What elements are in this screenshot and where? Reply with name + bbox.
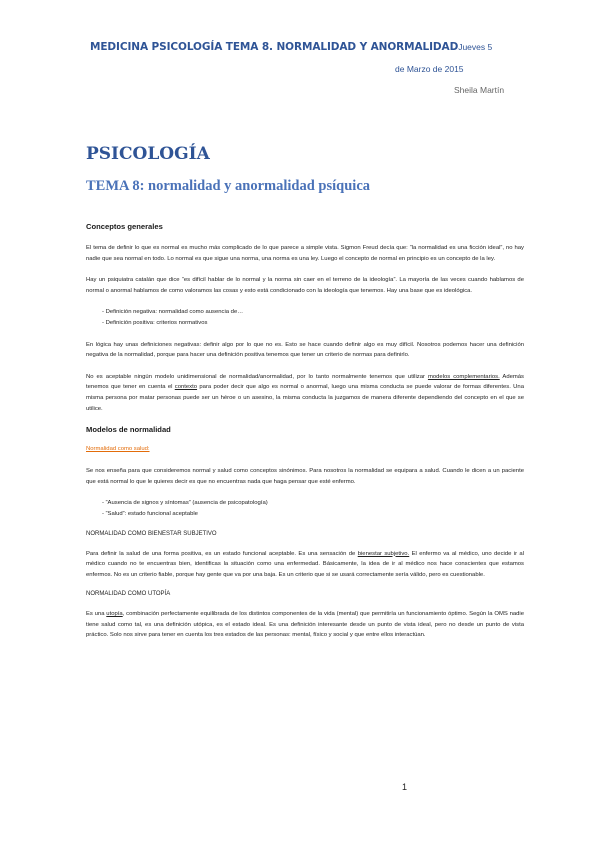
paragraph: Se nos enseña para que consideremos normal y salud como conceptos sinónimos. Para nosotros la normalidad se equipara a salud. Cuando le dicen a un paciente que está normal lo que le quieres decir es que no encuentras nada que haga pensar que esté enfermo. — [86, 468, 524, 485]
list-item: - “Salud”: estado funcional aceptable — [102, 510, 198, 517]
page-number: 1 — [402, 782, 408, 792]
section-heading-modelos: Modelos de normalidad — [86, 425, 171, 435]
document-body — [86, 222, 524, 652]
section-heading-conceptos: Conceptos generales — [86, 222, 163, 231]
header-date: Jueves 5 — [458, 42, 493, 52]
underlined-term: contexto — [174, 384, 198, 391]
underlined-term: modelos complementarios. — [427, 373, 500, 380]
header-title: MEDICINA PSICOLOGÍA TEMA 8. NORMALIDAD Y ANORMALIDAD — [90, 41, 459, 53]
subheading-utopia: NORMALIDAD COMO UTOPÍA — [86, 591, 171, 598]
underlined-term: bienestar subjetivo. — [357, 550, 410, 557]
text-run: El enfermo va al médico, uno decide ir al médico cuando no te encuentras bien, identificas la situación como una enfermedad. Básicamente, la idea de ir al médico nos hace conscientes que estamos enfermos. No es un criterio fiable, porque hay gente que va por una baja. Es un criterio que si se usará correctamente sería válido, pero es cuestionable. — [86, 550, 524, 578]
paragraph — [86, 549, 524, 581]
salud-list — [86, 498, 524, 519]
document-subtitle: TEMA 8: normalidad y anormalidad psíquica — [86, 178, 371, 194]
subheading-bienestar: NORMALIDAD COMO BIENESTAR SUBJETIVO — [86, 530, 217, 537]
paragraph — [86, 609, 524, 641]
list-item: - Definición negativa: normalidad como ausencia de… — [102, 309, 244, 316]
paragraph: El tema de definir lo que es normal es mucho más complicado de lo que parece a simple vista. Sigmon Freud decía que: “la normalidad es una ficción ideal”, no hay nadie que sea normal en todo. Lo normal es que sigue una norma, una norma es una ley. Luego el concepto de normal en principio es un concepto de la ley. — [86, 245, 524, 262]
text-run: , combinación perfectamente equilibrada de los distintos componentes de la vida (mental) que permitiría un funcionamiento óptimo. Según la OMS nadie tiene salud como tal, es una definición utópica, es el estado ideal. Es una definición interesante desde un punto de vista ideal, pero no desde un punto de vista práctico. Solo nos sirve para tener en cuenta los tres estados de las personas: mental, físico y social y que entre ellos interactúan. — [86, 611, 524, 639]
definitions-list — [86, 307, 524, 328]
header-author: Sheila Martín — [454, 85, 505, 95]
paragraph — [86, 372, 524, 414]
paragraph: Hay un psiquiatra catalán que dice “es difícil hablar de lo normal y la norma sin caer en el terreno de la ideología”. La mayoría de las veces cuando hablamos de normal o anormal hablamos de como valoramos las cosas y esto está condicionado con la ideología que tenemos. Hay una base que es ideológica. — [86, 277, 524, 294]
text-run: Es una — [86, 611, 107, 618]
text-run: para poder decir que algo es normal o anormal, luego una misma conducta se puede valorar de formas diferentes. Una misma persona por matar personas puede ser un héroe o un asesino, la misma conducta la juzgamos de manera diferente dependiendo del concepto en el que se utilice. — [86, 384, 524, 412]
document-title: PSICOLOGÍA — [86, 144, 210, 164]
list-item: - “Ausencia de signos y síntomas” (ausencia de psicopatología) — [102, 500, 268, 507]
text-run: Además tenemos que tener en cuenta el — [86, 373, 524, 391]
paragraph: En lógica hay unas definiciones negativas: definir algo por lo que no es. Esto se hace cuando definir algo es muy difícil. Nosotros podemos hacer una definición negativa de la normalidad, porque para hacer una definición positiva tenemos que tener un criterio de normas para definirlo. — [86, 341, 524, 359]
list-item: - Definición positiva: criterios normativos — [102, 319, 208, 326]
underlined-term: utopía — [106, 611, 123, 618]
text-run: Para definir la salud de una forma positiva, es un estado funcional aceptable. Es una sensación de — [86, 550, 358, 557]
text-run: No es aceptable ningún modelo unidimensional de normalidad/anormalidad, por lo tanto normalmente tenemos que utilizar — [86, 373, 428, 380]
header-date-continued: de Marzo de 2015 — [395, 64, 464, 74]
subheading-salud: Normalidad como salud: — [86, 446, 150, 453]
header — [90, 37, 570, 55]
